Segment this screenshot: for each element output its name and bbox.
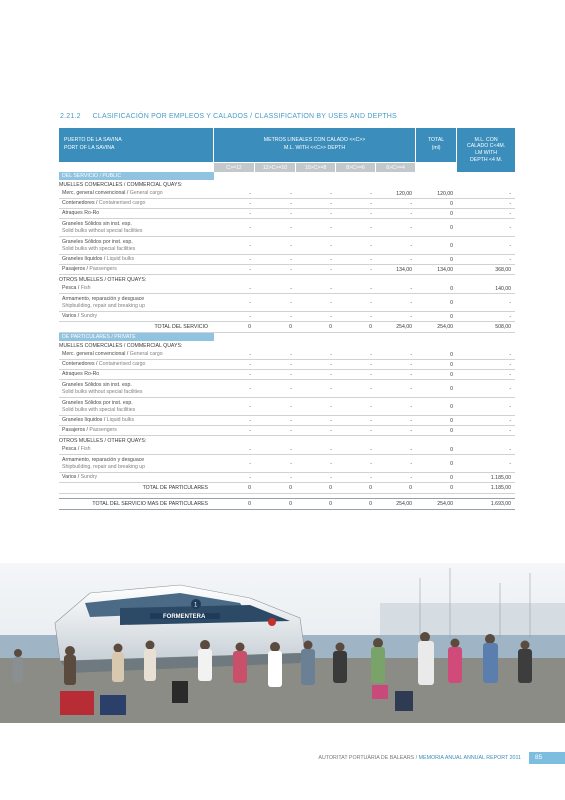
total-cell: 254,00 (376, 322, 416, 333)
total-cell: 0 (255, 322, 296, 333)
value-cell: - (214, 284, 255, 294)
value-cell: - (214, 219, 255, 237)
value-cell: - (457, 209, 515, 219)
total-cell: 0 (255, 498, 296, 510)
value-cell: - (376, 398, 416, 416)
value-cell: 134,00 (376, 265, 416, 275)
value-cell: - (457, 189, 515, 199)
value-cell: - (376, 209, 416, 219)
value-cell: - (376, 237, 416, 255)
value-cell: - (214, 189, 255, 199)
value-cell: - (336, 360, 376, 370)
value-cell: 0 (416, 219, 457, 237)
value-cell: - (255, 312, 296, 322)
value-cell: - (296, 360, 336, 370)
value-cell: 0 (416, 284, 457, 294)
value-cell: - (457, 370, 515, 380)
value-cell: - (255, 473, 296, 483)
row-label: Varios / Sundry (59, 473, 214, 483)
total-cell: 1.185,00 (457, 483, 515, 494)
total-cell: 0 (296, 322, 336, 333)
port-header: PUERTO DE LA SAVINA PORT OF LA SAVINA (59, 128, 214, 162)
value-cell: - (255, 416, 296, 426)
row-label: Contenedores / Containerised cargo (59, 360, 214, 370)
value-cell: - (255, 370, 296, 380)
value-cell: 0 (416, 312, 457, 322)
value-cell: - (457, 219, 515, 237)
value-cell: - (214, 455, 255, 473)
value-cell: 0 (416, 360, 457, 370)
group-header: OTROS MUELLES / OTHER QUAYS: (59, 437, 147, 444)
total-cell: 0 (296, 483, 336, 494)
value-cell: - (336, 426, 376, 436)
value-cell: - (296, 350, 336, 360)
total-cell: 0 (214, 483, 255, 494)
value-cell: - (457, 312, 515, 322)
value-cell: - (255, 445, 296, 455)
total-cell: 254,00 (376, 498, 416, 510)
value-cell: - (457, 199, 515, 209)
value-cell: - (296, 265, 336, 275)
group-header: OTROS MUELLES / OTHER QUAYS: (59, 276, 147, 283)
row-label: Pasajeros / Passengers (59, 426, 214, 436)
value-cell: - (376, 219, 416, 237)
value-cell: - (255, 237, 296, 255)
row-label: Graneles Sólidos sin inst. esp. Solid bulks without special facilities (59, 380, 214, 398)
table-row (59, 312, 515, 322)
row-label: Merc. general convencional / General cargo (59, 189, 214, 199)
row-label: Armamento, reparación y desguace Shipbuilding, repair and breaking up (59, 455, 214, 473)
table-row (59, 284, 515, 294)
ship-number: 1 (194, 602, 198, 609)
ship-name: FORMENTERA (163, 614, 206, 620)
value-cell: 0 (416, 416, 457, 426)
depth-classification-table (59, 128, 515, 510)
value-cell: 0 (416, 199, 457, 209)
table-row (59, 445, 515, 455)
value-cell: 140,00 (457, 284, 515, 294)
value-cell: - (457, 255, 515, 265)
row-label: Armamento, reparación y desguace Shipbuilding, repair and breaking up (59, 294, 214, 312)
value-cell: 134,00 (416, 265, 457, 275)
depth-col-header: 8>C>=6 (336, 162, 376, 172)
row-label: Varios / Sundry (59, 312, 214, 322)
row-label: Graneles líquidos / Liquid bulks (59, 416, 214, 426)
value-cell: - (336, 209, 376, 219)
value-cell: 0 (416, 398, 457, 416)
value-cell: - (336, 370, 376, 380)
value-cell: - (214, 416, 255, 426)
value-cell: - (457, 426, 515, 436)
value-cell: - (255, 265, 296, 275)
row-label: Graneles Sólidos por inst. esp. Solid bulks with special facilities (59, 237, 214, 255)
total-label: TOTAL DE PARTICULARES (59, 483, 214, 494)
value-cell: - (376, 360, 416, 370)
value-cell: - (255, 219, 296, 237)
table-row (59, 360, 515, 370)
value-cell: - (255, 255, 296, 265)
value-cell: - (255, 189, 296, 199)
value-cell: - (255, 350, 296, 360)
value-cell: - (376, 312, 416, 322)
table-row (59, 209, 515, 219)
value-cell: - (376, 426, 416, 436)
value-cell: - (336, 312, 376, 322)
value-cell: 0 (416, 473, 457, 483)
value-cell: - (457, 237, 515, 255)
row-label: Atraques Ro-Ro (59, 370, 214, 380)
value-cell: - (376, 350, 416, 360)
total-cell: 0 (296, 498, 336, 510)
row-label: Pasajeros / Passengers (59, 265, 214, 275)
depth-group-header: METROS LINEALES CON CALADO <<C>> M.L. WITH <<C>> DEPTH (214, 128, 416, 162)
total-cell: 0 (336, 483, 376, 494)
value-cell: 120,00 (376, 189, 416, 199)
section-heading: CLASIFICACIÓN POR EMPLEOS Y CALADOS / CLASSIFICATION BY USES AND DEPTHS (92, 113, 397, 120)
value-cell: - (336, 416, 376, 426)
section-band: DEL SERVICIO / PUBLIC (59, 172, 214, 180)
table-row (59, 189, 515, 199)
value-cell: - (255, 294, 296, 312)
value-cell: - (296, 294, 336, 312)
table-row (59, 426, 515, 436)
total-cell: 0 (376, 483, 416, 494)
total-cell: 254,00 (416, 498, 457, 510)
value-cell: 0 (416, 237, 457, 255)
value-cell: - (255, 209, 296, 219)
value-cell: - (214, 370, 255, 380)
value-cell: - (214, 426, 255, 436)
table-row (59, 294, 515, 312)
table-row (59, 455, 515, 473)
value-cell: - (214, 237, 255, 255)
value-cell: - (296, 445, 336, 455)
total-header: TOTAL (ml) (416, 128, 457, 162)
row-label: Merc. general convencional / General cargo (59, 350, 214, 360)
total-cell: 254,00 (416, 322, 457, 333)
value-cell: - (376, 199, 416, 209)
total-cell: 508,00 (457, 322, 515, 333)
value-cell: - (296, 199, 336, 209)
table-row (59, 380, 515, 398)
value-cell: - (296, 255, 336, 265)
row-label: Pesca / Fish (59, 284, 214, 294)
value-cell: 0 (416, 445, 457, 455)
value-cell: - (457, 416, 515, 426)
value-cell: 1.185,00 (457, 473, 515, 483)
value-cell: - (296, 189, 336, 199)
row-label: Graneles Sólidos por inst. esp. Solid bulks with special facilities (59, 398, 214, 416)
total-cell: 0 (255, 483, 296, 494)
value-cell: - (214, 199, 255, 209)
value-cell: - (296, 416, 336, 426)
value-cell: - (376, 455, 416, 473)
table-row (59, 473, 515, 483)
row-label: Graneles Sólidos sin inst. esp. Solid bulks without special facilities (59, 219, 214, 237)
value-cell: 0 (416, 380, 457, 398)
value-cell: - (296, 209, 336, 219)
value-cell: - (457, 350, 515, 360)
depth-col-header: 10>C>=8 (296, 162, 336, 172)
ferry-photo (0, 563, 565, 723)
total-cell: 0 (214, 322, 255, 333)
value-cell: - (214, 294, 255, 312)
value-cell: - (376, 445, 416, 455)
value-cell: - (255, 426, 296, 436)
value-cell: - (336, 380, 376, 398)
value-cell: - (457, 445, 515, 455)
section-title (60, 113, 397, 120)
value-cell: - (336, 189, 376, 199)
value-cell: - (214, 255, 255, 265)
footer-org: AUTORITAT PORTUÀRIA DE BALEARS (318, 755, 415, 761)
value-cell: - (376, 416, 416, 426)
table-row (59, 237, 515, 255)
row-label: Atraques Ro-Ro (59, 209, 214, 219)
total-cell: 1.693,00 (457, 498, 515, 510)
total-cell: 0 (336, 498, 376, 510)
value-cell: - (255, 199, 296, 209)
value-cell: - (296, 426, 336, 436)
row-label: Pesca / Fish (59, 445, 214, 455)
section-number: 2.21.2 (60, 113, 81, 120)
value-cell: - (336, 398, 376, 416)
table-row (59, 199, 515, 209)
value-cell: - (214, 360, 255, 370)
value-cell: - (296, 398, 336, 416)
value-cell: 0 (416, 255, 457, 265)
value-cell: - (457, 294, 515, 312)
value-cell: - (336, 255, 376, 265)
value-cell: - (457, 380, 515, 398)
value-cell: - (296, 455, 336, 473)
value-cell: - (214, 265, 255, 275)
total-cell: 0 (214, 498, 255, 510)
value-cell: - (255, 360, 296, 370)
depth-col-header: 12>C>=10 (255, 162, 296, 172)
value-cell: - (214, 473, 255, 483)
table-row (59, 416, 515, 426)
value-cell: - (296, 370, 336, 380)
value-cell: - (214, 445, 255, 455)
table-row (59, 350, 515, 360)
value-cell: - (336, 265, 376, 275)
row-label: Contenedores / Containerised cargo (59, 199, 214, 209)
value-cell: - (336, 473, 376, 483)
group-header: MUELLES COMERCIALES / COMMERCIAL QUAYS: (59, 181, 183, 188)
value-cell: - (336, 294, 376, 312)
footer-text (318, 755, 521, 761)
table-row (59, 265, 515, 275)
value-cell: - (296, 312, 336, 322)
shallow-depth-header: M.L. CON CALADO C<4M. LM WITH DEPTH <4 M. (457, 128, 515, 172)
depth-col-header: C>=12 (214, 162, 255, 172)
ferry-passengers-image (0, 563, 565, 723)
value-cell: - (255, 455, 296, 473)
value-cell: 368,00 (457, 265, 515, 275)
value-cell: - (296, 473, 336, 483)
value-cell: - (376, 380, 416, 398)
value-cell: - (214, 380, 255, 398)
section-band: DE PARTICULARES / PRIVATE (59, 333, 214, 341)
page-number: 85 (529, 752, 565, 764)
value-cell: - (376, 284, 416, 294)
value-cell: - (214, 209, 255, 219)
value-cell: - (214, 312, 255, 322)
value-cell: 0 (416, 370, 457, 380)
depth-col-header: 6>C>=4 (376, 162, 416, 172)
value-cell: - (296, 380, 336, 398)
value-cell: 0 (416, 426, 457, 436)
row-label: Graneles líquidos / Liquid bulks (59, 255, 214, 265)
value-cell: - (376, 370, 416, 380)
value-cell: - (255, 284, 296, 294)
table-row (59, 255, 515, 265)
value-cell: - (457, 398, 515, 416)
value-cell: - (255, 380, 296, 398)
total-cell: 0 (336, 322, 376, 333)
table-row (59, 370, 515, 380)
group-header: MUELLES COMERCIALES / COMMERCIAL QUAYS: (59, 342, 183, 349)
value-cell: 0 (416, 455, 457, 473)
footer-separator: / (415, 755, 418, 761)
total-cell: 0 (416, 483, 457, 494)
value-cell: - (376, 294, 416, 312)
value-cell: - (214, 398, 255, 416)
value-cell: 0 (416, 209, 457, 219)
value-cell: - (214, 350, 255, 360)
value-cell: - (296, 284, 336, 294)
value-cell: - (336, 284, 376, 294)
total-label: TOTAL DEL SERVICIO MAS DE PARTICULARES (59, 498, 214, 510)
value-cell: - (296, 219, 336, 237)
value-cell: - (336, 445, 376, 455)
total-label: TOTAL DEL SERVICIO (59, 322, 214, 333)
value-cell: - (336, 455, 376, 473)
page-footer (0, 750, 565, 766)
footer-report: MEMORIA ANUAL ANNUAL REPORT 2011 (418, 755, 521, 761)
value-cell: - (255, 398, 296, 416)
value-cell: - (336, 237, 376, 255)
value-cell: 0 (416, 294, 457, 312)
table-row (59, 398, 515, 416)
table-row (59, 219, 515, 237)
value-cell: - (457, 360, 515, 370)
value-cell: 0 (416, 350, 457, 360)
value-cell: 120,00 (416, 189, 457, 199)
value-cell: - (296, 237, 336, 255)
value-cell: - (336, 219, 376, 237)
value-cell: - (336, 350, 376, 360)
value-cell: - (376, 473, 416, 483)
value-cell: - (336, 199, 376, 209)
value-cell: - (457, 455, 515, 473)
value-cell: - (376, 255, 416, 265)
